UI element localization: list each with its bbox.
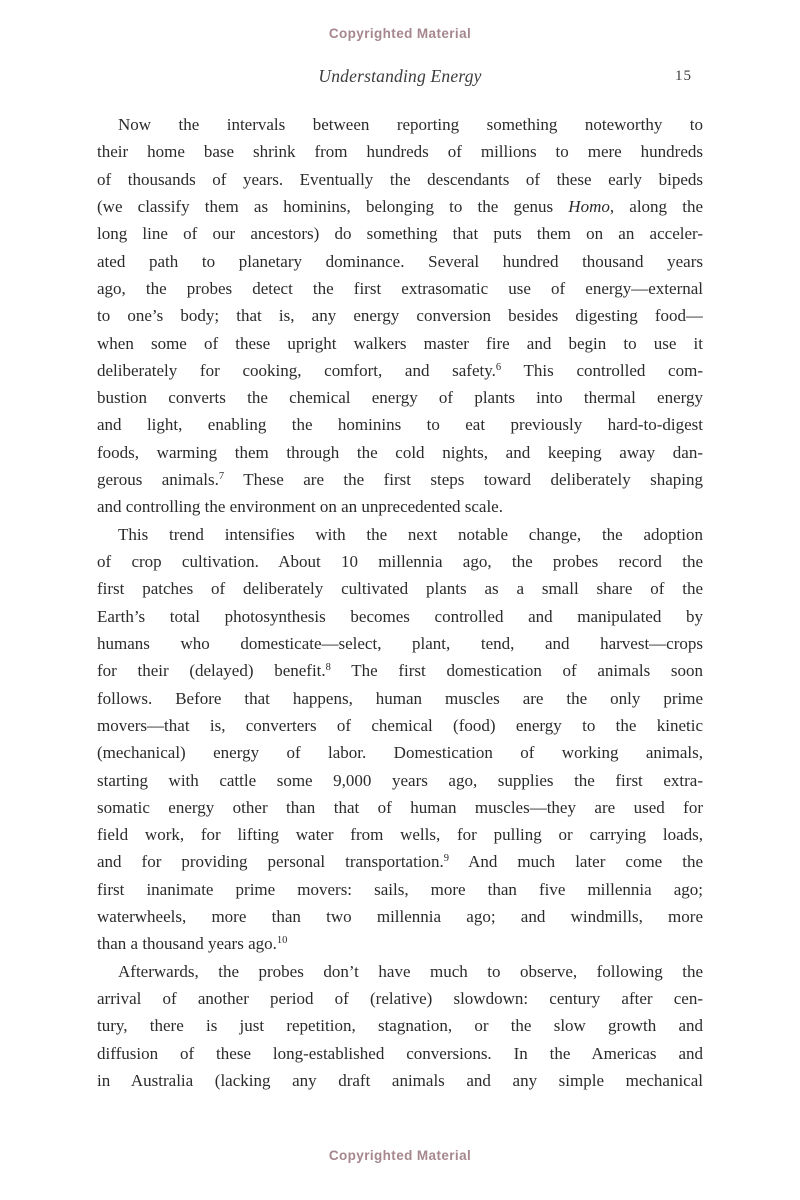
- copyright-watermark-top: Copyrighted Material: [328, 26, 472, 41]
- footnote-reference: 7: [218, 471, 225, 483]
- text-line: arrival of another period of (relative) slowdown: century after cen-: [97, 989, 703, 1008]
- text-line: somatic energy other than that of human muscles—they are used for: [97, 797, 703, 817]
- chapter-title: Understanding Energy: [318, 66, 482, 86]
- text-line: humans who domesticate—select, plant, tend, and harvest—crops: [97, 633, 703, 653]
- text-line: in Australia (lacking any draft animals and any simple mechanical: [97, 1070, 703, 1090]
- copyright-watermark-bottom: Copyrighted Material: [328, 1148, 472, 1163]
- body-text: [97, 111, 703, 1094]
- text-line: for their (delayed) benefit.$^8$ The first domestication of animals soon: [97, 661, 703, 681]
- text-line: of crop cultivation. About 10 millennia ago, the probes record the: [97, 552, 703, 571]
- text-line: field work, for lifting water from wells, for pulling or carrying loads,: [97, 825, 703, 845]
- text-line: bustion converts the chemical energy of plants into thermal energy: [97, 388, 703, 408]
- text-line: waterwheels, more than two millennia ago; and windmills, more: [97, 907, 703, 927]
- text-line: and controlling the environment on an unprecedented scale.: [97, 497, 503, 517]
- text-line: first inanimate prime movers: sails, more than five millennia ago;: [97, 879, 703, 899]
- text-line: follows. Before that happens, human muscles are the only prime: [97, 688, 703, 708]
- text-line: first patches of deliberately cultivated plants as a small share of the: [97, 579, 703, 599]
- text-line: their home base shrink from hundreds of millions to mere hundreds: [97, 142, 703, 162]
- running-header: [97, 66, 703, 90]
- text-line: to one’s body; that is, any energy conversion besides digesting food—: [97, 306, 703, 326]
- text-line: starting with cattle some 9,000 years ago, supplies the first extra-: [97, 770, 703, 790]
- footnote-reference: 9: [443, 853, 450, 865]
- text-line: and light, enabling the hominins to eat previously hard-to-digest: [97, 415, 703, 435]
- text-line: Afterwards, the probes don’t have much to observe, following the: [118, 961, 703, 981]
- text-line: ated path to planetary dominance. Several hundred thousand years: [97, 251, 703, 271]
- footnote-reference: 6: [495, 361, 502, 373]
- text-line: (mechanical) energy of labor. Domestication of working animals,: [97, 743, 703, 763]
- text-line: when some of these upright walkers master fire and begin to use it: [97, 333, 703, 353]
- text-line: tury, there is just repetition, stagnation, or the slow growth and: [97, 1016, 703, 1036]
- text-line: Now the intervals between reporting something noteworthy to: [118, 115, 703, 134]
- text-line: ago, the probes detect the first extrasomatic use of energy—external: [97, 278, 703, 298]
- text-line: foods, warming them through the cold nights, and keeping away dan-: [97, 442, 703, 462]
- text-line: of thousands of years. Eventually the descendants of these early bipeds: [97, 169, 703, 189]
- footnote-reference: 8: [325, 662, 331, 674]
- text-line: diffusion of these long-established conversions. In the Americas and: [97, 1043, 703, 1063]
- page-number: 15: [675, 68, 692, 84]
- text-line: (we classify them as hominins, belonging to the genus Homo, along the: [97, 196, 703, 216]
- text-line: and for providing personal transportation.$^9$ And much later come the: [97, 852, 703, 872]
- footnote-reference: 10: [276, 935, 288, 947]
- text-line: long line of our ancestors) do something that puts them on an acceler-: [97, 224, 703, 244]
- text-line: deliberately for cooking, comfort, and safety.$^6$ This controlled com-: [97, 360, 703, 380]
- text-line: Earth’s total photosynthesis becomes controlled and manipulated by: [97, 606, 703, 626]
- text-line: than a thousand years ago.$^{10}$: [97, 934, 288, 954]
- text-line: movers—that is, converters of chemical (food) energy to the kinetic: [97, 715, 703, 735]
- text-line: This trend intensifies with the next notable change, the adoption: [118, 524, 703, 544]
- text-line: gerous animals.$^7$ These are the first steps toward deliberately shaping: [97, 470, 703, 490]
